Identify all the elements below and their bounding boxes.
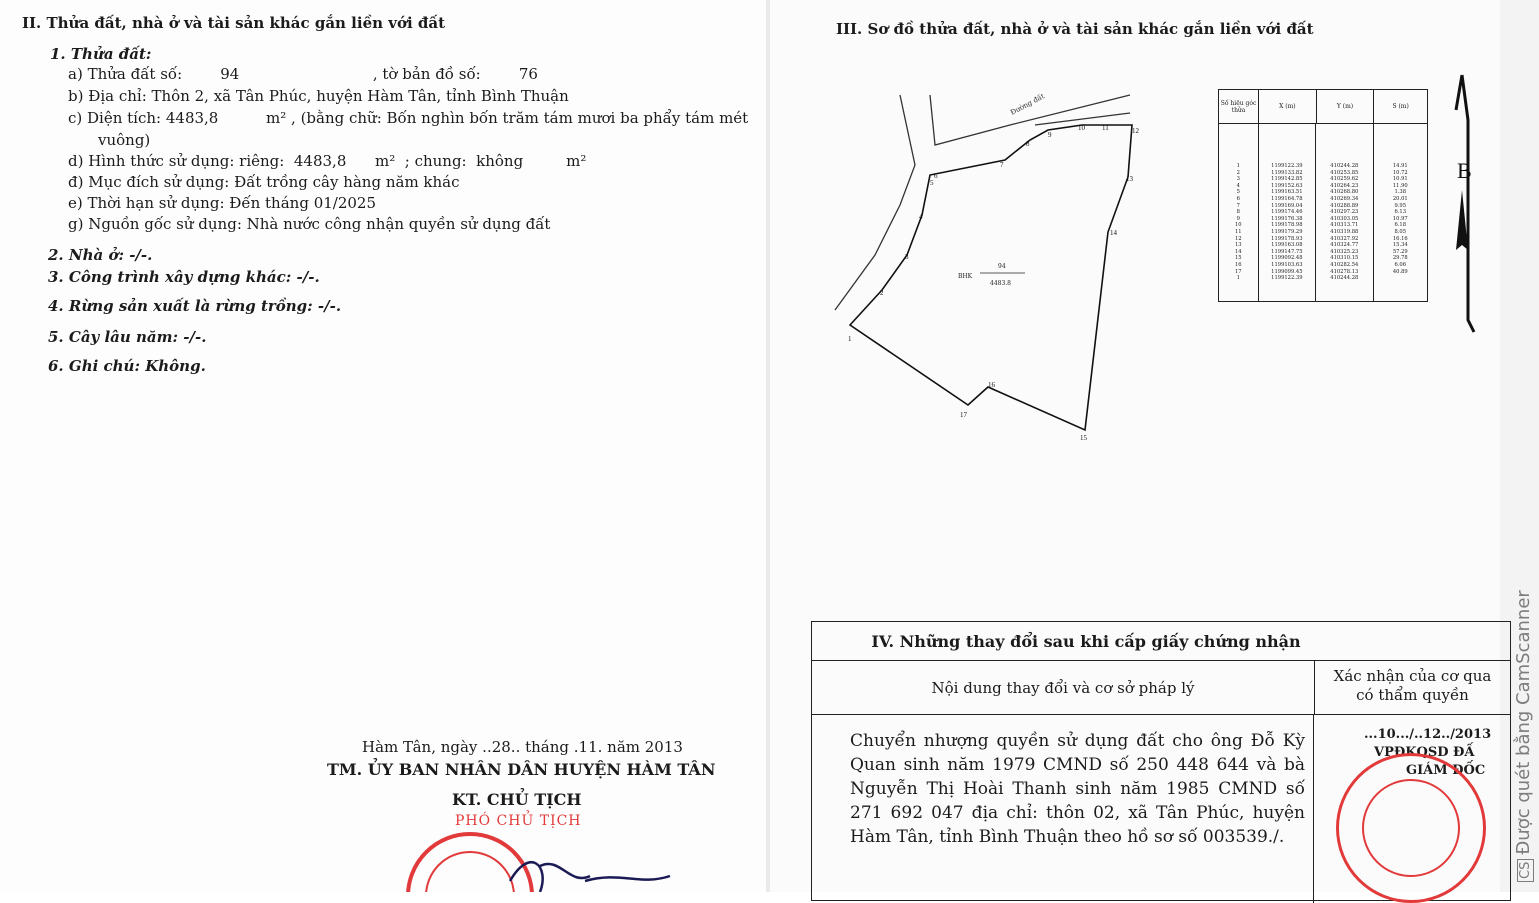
coordinate-cell: 410310.15: [1330, 255, 1359, 262]
confirm-date: ...10.../..12../2013: [1364, 727, 1492, 742]
coordinate-cell: 1.38: [1394, 189, 1407, 196]
coordinate-cell: 10.97: [1392, 215, 1408, 222]
coordinate-cell: 16.16: [1392, 235, 1408, 242]
coordinate-cell: 2: [1236, 169, 1240, 176]
coordinate-cell: 11: [1235, 228, 1242, 235]
north-label: B: [1457, 158, 1472, 183]
coordinate-table: [1218, 89, 1428, 302]
coordinate-cell: 11.90: [1392, 182, 1408, 189]
coordinate-col-2: [1316, 124, 1373, 302]
coordinate-cell: 29.78: [1392, 255, 1408, 262]
coordinate-cell: 1199152.63: [1271, 182, 1303, 189]
coordinate-cell: 15.34: [1392, 242, 1408, 249]
svg-text:94: 94: [998, 263, 1006, 270]
coordinate-cell: 410324.77: [1330, 242, 1359, 249]
svg-text:4483.8: 4483.8: [990, 280, 1011, 287]
corner-label: 13: [1126, 175, 1133, 183]
note-line: 6. Ghi chú: Không.: [48, 357, 206, 375]
coordinate-cell: 410288.89: [1330, 202, 1359, 209]
coordinate-cell: 10.91: [1392, 176, 1408, 183]
corner-label: 8: [1026, 140, 1030, 148]
coordinate-cell: 40.89: [1392, 268, 1408, 275]
coordinate-cell: 12: [1235, 235, 1242, 242]
house-line: 2. Nhà ở: -/-.: [48, 246, 153, 264]
coordinate-cell: 13: [1235, 242, 1242, 249]
coordinate-cell: 6.06: [1394, 261, 1407, 268]
address-line: b) Địa chỉ: Thôn 2, xã Tân Phúc, huyện Hàm Tân, tỉnh Bình Thuận: [68, 87, 569, 105]
coordinate-cell: 410282.54: [1330, 261, 1359, 268]
coordinate-cell: 8: [1236, 209, 1240, 216]
coordinate-cell: 14.91: [1392, 163, 1408, 169]
section4-heading: IV. Những thay đổi sau khi cấp giấy chứng nhận: [812, 622, 1510, 661]
changes-table: [811, 621, 1511, 901]
sign-date: Hàm Tân, ngày ..28.. tháng .11. năm 2013: [362, 738, 683, 756]
coordinate-cell: 1199176.38: [1271, 215, 1303, 222]
coordinate-col-3: [1374, 124, 1427, 302]
coordinate-cell: 1199178.98: [1271, 222, 1303, 229]
parcel-number-line: a) Thửa đất số: 94 , tờ bản đồ số: 76: [68, 65, 538, 83]
office-seal-inner: [1362, 779, 1460, 877]
coordinate-cell: 16: [1235, 261, 1242, 268]
usage-origin-line: g) Nguồn gốc sử dụng: Nhà nước công nhận quyền sử dụng đất: [68, 215, 551, 233]
perennial-line: 5. Cây lâu năm: -/-.: [48, 328, 207, 346]
usage-purpose-line: đ) Mục đích sử dụng: Đất trồng cây hàng năm khác: [68, 173, 460, 191]
coordinate-cell: 410259.62: [1330, 176, 1359, 183]
coordinate-cell: 6.13: [1394, 209, 1407, 216]
confirm-title: GIÁM ĐỐC: [1406, 763, 1486, 778]
changes-col-content-header: Nội dung thay đổi và cơ sở pháp lý: [812, 661, 1315, 714]
coordinate-col-1: [1259, 124, 1316, 302]
coordinate-cell: 1199178.93: [1271, 235, 1303, 242]
coordinate-cell: 1199163.08: [1271, 242, 1303, 249]
parcel-fraction-label: [958, 263, 1025, 287]
coordinate-cell: 1: [1236, 275, 1240, 282]
coordinate-cell: 8.05: [1394, 228, 1407, 235]
coordinate-cell: 1199133.82: [1271, 169, 1303, 176]
coordinate-cell: 10.72: [1392, 169, 1408, 176]
area-line-cont: vuông): [98, 131, 151, 149]
coordinate-cell: 6: [1236, 195, 1240, 202]
coordinate-table-body: [1219, 124, 1427, 302]
confirm-header-line1: Xác nhận của cơ qua: [1333, 667, 1492, 685]
section3-heading: III. Sơ đồ thửa đất, nhà ở và tài sản khác gắn liền với đất: [836, 20, 1314, 38]
coordinate-cell: 1199164.78: [1271, 195, 1303, 202]
corner-label: 11: [1102, 124, 1109, 132]
coordinate-cell: 5: [1236, 189, 1240, 196]
corner-label: 5: [930, 179, 934, 187]
coordinate-cell: 17: [1235, 268, 1242, 275]
header-corner: Số hiệu góc thửa: [1219, 90, 1259, 123]
corner-label: 1: [848, 335, 852, 343]
coordinate-cell: 1199174.46: [1271, 209, 1303, 216]
coordinate-cell: 7: [1236, 202, 1240, 209]
coordinate-cell: 410327.92: [1330, 235, 1359, 242]
usage-form-line: d) Hình thức sử dụng: riêng: 4483,8 m² ; chung: không m²: [68, 152, 587, 170]
corner-label: 12: [1132, 127, 1139, 135]
corner-label: 9: [1048, 131, 1052, 139]
coordinate-cell: 1199163.51: [1271, 189, 1303, 196]
coordinate-cell: 6.18: [1394, 222, 1407, 229]
coordinate-cell: 1199179.29: [1271, 228, 1303, 235]
corner-label: 7: [1000, 161, 1004, 169]
coordinate-cell: 410297.23: [1330, 209, 1359, 216]
camscanner-watermark: [1513, 590, 1534, 882]
forest-line: 4. Rừng sản xuất là rừng trồng: -/-.: [48, 297, 342, 315]
sign-title: KT. CHỦ TỊCH: [452, 790, 582, 809]
coordinate-cell: 1199142.85: [1271, 176, 1303, 183]
confirm-header-line2: có thẩm quyền: [1356, 686, 1469, 704]
coordinate-cell: 1199103.63: [1271, 261, 1303, 268]
road-edge-left: [835, 95, 915, 310]
construction-line: 3. Công trình xây dựng khác: -/-.: [48, 268, 320, 286]
coordinate-cell: 1199147.75: [1271, 248, 1303, 255]
change-content: Chuyển nhượng quyền sử dụng đất cho ông Đỗ Kỳ Quan sinh năm 1979 CMND số 250 448 644 và bà Nguyễn Thị Hoài Thanh sinh năm 1985 CMND số 271 692 047 địa chỉ: thôn 02, xã Tân Phúc, huyện Hàm Tân, tỉnh Bình Thuận theo hồ sơ số 003539./.: [812, 715, 1314, 903]
coordinate-cell: 57.29: [1392, 248, 1408, 255]
coordinate-cell: 410253.85: [1330, 169, 1359, 176]
parcel-diagram: [820, 85, 1150, 445]
coordinate-cell: 1199169.04: [1271, 202, 1303, 209]
camscanner-text: Được quét bằng CamScanner: [1513, 590, 1534, 855]
coordinate-cell: 410244.28: [1330, 163, 1359, 169]
coordinate-cell: 4: [1236, 182, 1240, 189]
coordinate-cell: 9.95: [1394, 202, 1407, 209]
coordinate-cell: 3: [1236, 176, 1240, 183]
confirm-org: VPĐKQSD ĐẤ: [1374, 745, 1475, 760]
coordinate-cell: 15: [1235, 255, 1242, 262]
coordinate-cell: 410244.28: [1330, 275, 1359, 282]
usage-term-line: e) Thời hạn sử dụng: Đến tháng 01/2025: [68, 194, 377, 212]
parcel-heading: 1. Thửa đất:: [50, 45, 152, 63]
road-label: Đường đất: [1009, 92, 1046, 117]
north-arrow-icon: [1448, 70, 1478, 335]
header-y: Y (m): [1317, 90, 1375, 123]
coordinate-table-header: [1219, 90, 1427, 124]
corner-label: 15: [1080, 434, 1087, 442]
coordinate-cell: 410269.34: [1330, 195, 1359, 202]
coordinate-col-0: [1219, 124, 1259, 302]
coordinate-cell: 410313.71: [1330, 222, 1359, 229]
coordinate-cell: 1: [1236, 163, 1240, 169]
coordinate-cell: 410325.23: [1330, 248, 1359, 255]
area-line: c) Diện tích: 4483,8 m² , (bằng chữ: Bốn nghìn bốn trăm tám mươi ba phẩy tám mét: [68, 109, 749, 127]
corner-label: 10: [1078, 124, 1085, 132]
section2-heading: II. Thửa đất, nhà ở và tài sản khác gắn liền với đất: [22, 14, 446, 32]
coordinate-cell: 1199122.39: [1271, 275, 1303, 282]
corner-label: 16: [988, 381, 995, 389]
camscanner-logo-icon: CS: [1517, 859, 1534, 882]
coordinate-cell: 1199099.45: [1271, 268, 1303, 275]
coordinate-cell: 14: [1235, 248, 1242, 255]
changes-col-confirm-header: [1315, 661, 1510, 714]
coordinate-cell: 410319.88: [1330, 228, 1359, 235]
confirmation-cell: [1314, 715, 1510, 903]
header-x: X (m): [1259, 90, 1317, 123]
sign-org: TM. ỦY BAN NHÂN DÂN HUYỆN HÀM TÂN: [327, 760, 716, 779]
corner-label: 4: [919, 213, 923, 221]
corner-label: 3: [905, 253, 909, 261]
coordinate-cell: 1199122.39: [1271, 163, 1303, 169]
coordinate-cell: 20.01: [1392, 195, 1408, 202]
coordinate-cell: 9: [1236, 215, 1240, 222]
coordinate-cell: 410278.13: [1330, 268, 1359, 275]
svg-text:BHK: BHK: [958, 273, 973, 280]
corner-label: 17: [960, 411, 967, 419]
corner-label: 2: [880, 289, 884, 297]
coordinate-cell: 10: [1235, 222, 1242, 229]
district-seal-signature: [390, 826, 680, 892]
corner-label: 6: [934, 172, 938, 180]
coordinate-cell: [1374, 275, 1427, 282]
sign-subtitle: PHÓ CHỦ TỊCH: [455, 813, 582, 829]
coordinate-cell: 410303.05: [1330, 215, 1359, 222]
coordinate-cell: 410264.23: [1330, 182, 1359, 189]
corner-label: 14: [1110, 229, 1117, 237]
coordinate-cell: 1199092.48: [1271, 255, 1303, 262]
header-s: S (m): [1392, 103, 1409, 110]
coordinate-cell: 410268.80: [1330, 189, 1359, 196]
